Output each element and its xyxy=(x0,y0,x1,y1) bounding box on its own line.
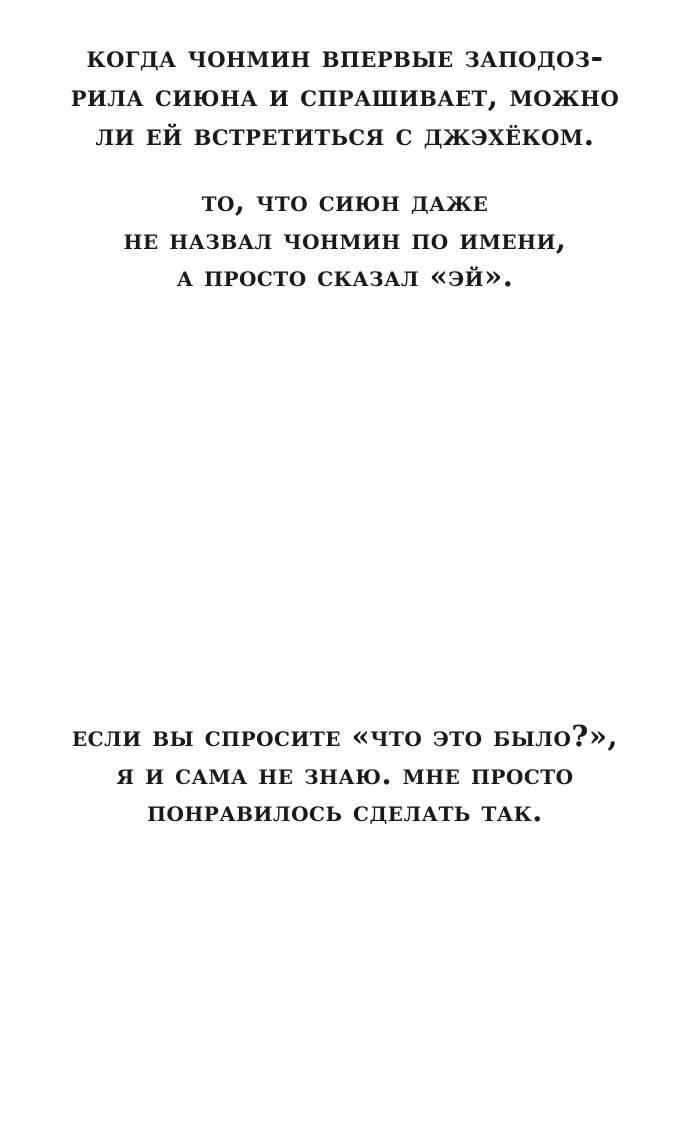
text-line: то, что сиюн даже xyxy=(201,184,489,218)
text-line: ли ей встретиться с джэхёком. xyxy=(95,118,595,153)
author-note-paragraph-1 xyxy=(0,38,690,155)
text-line: когда чонмин впервые заподоз- xyxy=(86,40,604,75)
text-line: если вы спросите «что это было?», xyxy=(71,719,619,753)
author-note-paragraph-2 xyxy=(0,183,690,296)
text-line: не назвал чонмин по имени, xyxy=(123,221,567,256)
text-line: я и сама не знаю. мне просто xyxy=(116,756,574,791)
author-note-paragraph-3 xyxy=(0,718,690,831)
text-line: а просто сказал «эй». xyxy=(176,259,514,294)
text-line: понравилось сделать так. xyxy=(147,794,543,829)
text-line: рила сиюна и спрашивает, можно xyxy=(70,79,620,114)
